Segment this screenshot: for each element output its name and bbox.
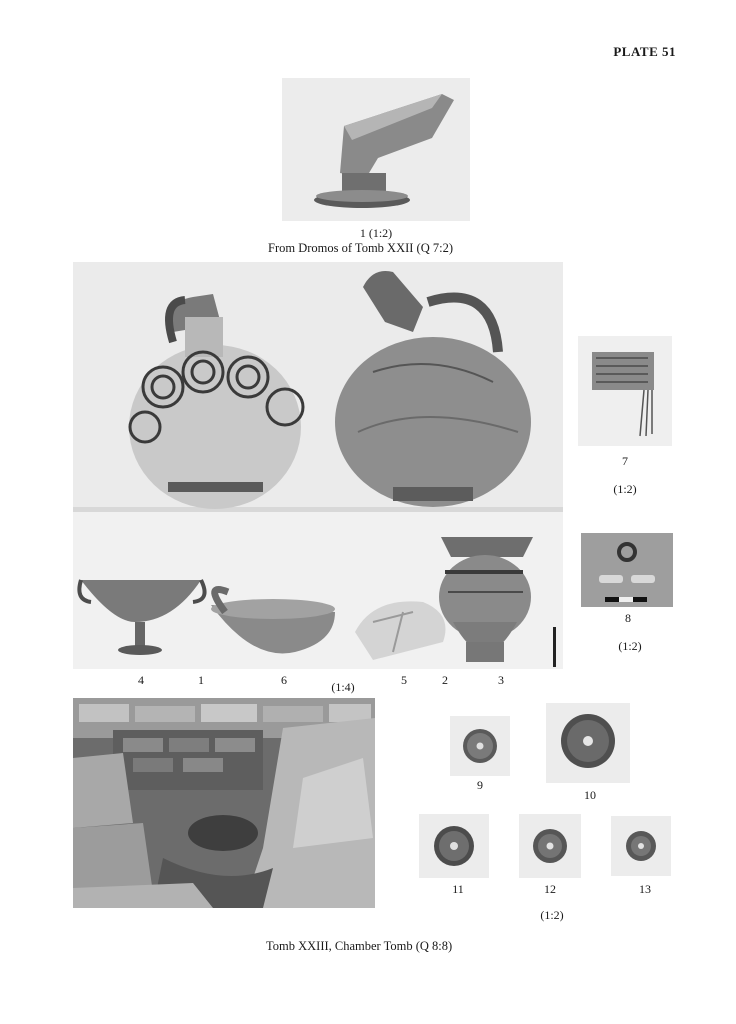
whorl-10-photo — [546, 703, 630, 783]
top-figure-number: 1 (1:2) — [359, 226, 393, 240]
item-7-number: 7 — [622, 454, 628, 468]
whorl-13-photo — [611, 816, 671, 876]
item-8-photo — [581, 533, 673, 607]
item-8-scale: (1:2) — [618, 639, 642, 653]
whorl-9-photo — [450, 716, 510, 776]
tomb-photo — [73, 698, 375, 908]
pottery-label-4: 4 — [138, 673, 144, 687]
pottery-group-photo — [73, 262, 563, 669]
pottery-label-6: 6 — [281, 673, 287, 687]
whorl-11-photo — [419, 814, 489, 878]
plate-number: PLATE 51 — [613, 44, 676, 59]
pottery-label-3: 3 — [498, 673, 504, 687]
pottery-scale: (1:4) — [331, 680, 355, 694]
whorl-9-number: 9 — [477, 778, 483, 792]
pottery-label-2: 2 — [442, 673, 448, 687]
whorls-scale: (1:2) — [540, 908, 564, 922]
whorl-10-number: 10 — [584, 788, 596, 802]
item-7-scale: (1:2) — [613, 482, 637, 496]
bottom-caption: Tomb XXIII, Chamber Tomb (Q 8:8) — [266, 939, 453, 953]
whorl-12-number: 12 — [544, 882, 556, 896]
top-figure-caption: From Dromos of Tomb XXII (Q 7:2) — [268, 241, 453, 255]
pottery-label-5: 5 — [401, 673, 407, 687]
whorl-12-photo — [519, 814, 581, 878]
whorl-13-number: 13 — [639, 882, 651, 896]
whorl-11-number: 11 — [452, 882, 464, 896]
fragment-photo — [282, 78, 470, 221]
pottery-label-1: 1 — [198, 673, 204, 687]
item-7-photo — [578, 336, 672, 446]
item-8-number: 8 — [625, 611, 631, 625]
